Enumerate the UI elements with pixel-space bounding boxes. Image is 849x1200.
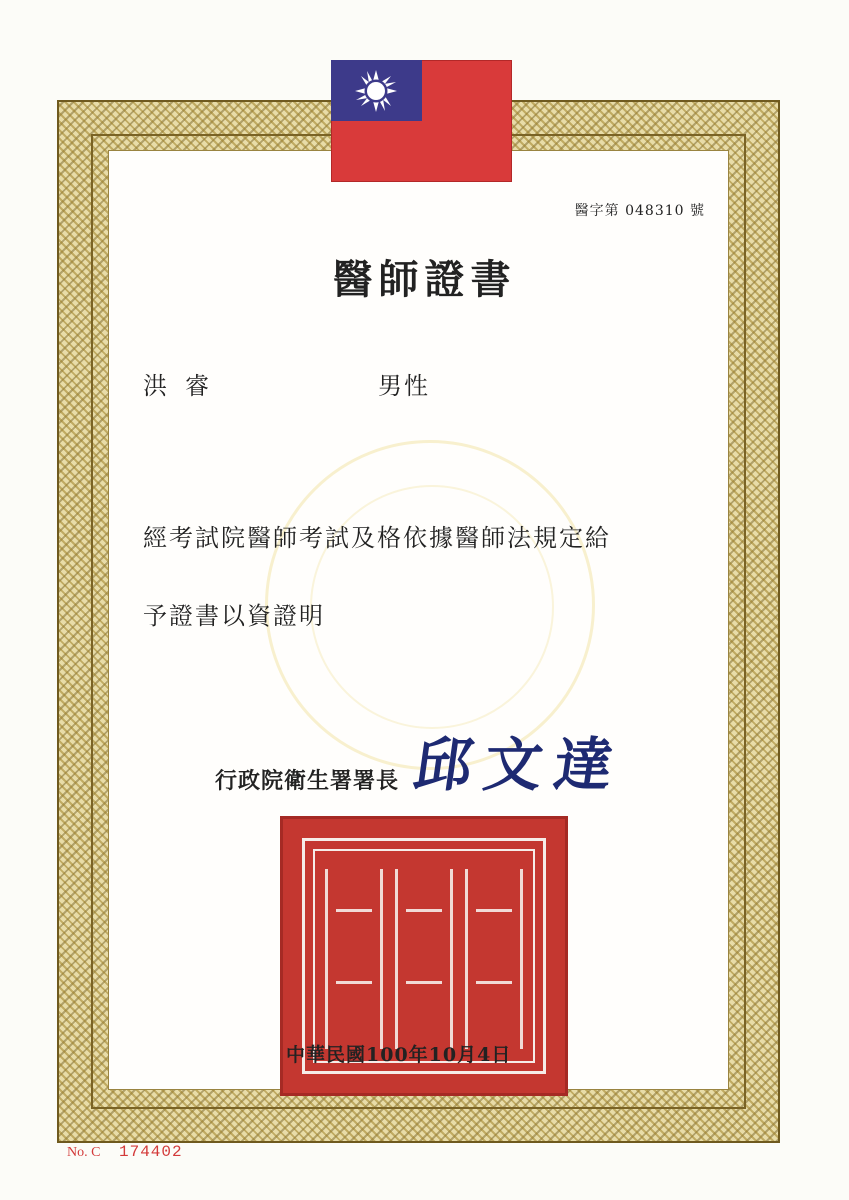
certificate-number: 醫字第 048310 號: [574, 203, 705, 219]
seal-glyph-column: [465, 869, 523, 1049]
white-sun-icon: [353, 68, 399, 114]
handwritten-signature: 邱文達: [409, 731, 630, 799]
certificate-body-line-1: 經考試院醫師考試及格依據醫師法規定給: [143, 524, 611, 552]
issue-date: 中華民國100年10月4日: [286, 1044, 512, 1066]
holder-name: 洪睿: [143, 372, 227, 400]
certificate-body-line-2: 予證書以資證明: [143, 602, 325, 630]
seal-glyph-column: [325, 869, 383, 1049]
serial-prefix: No. C: [67, 1145, 101, 1160]
national-flag-icon: [331, 60, 512, 182]
seal-inner-frame: [302, 838, 546, 1074]
seal-glyph-column: [395, 869, 453, 1049]
serial-number: 174402: [119, 1143, 183, 1161]
flag-canton: [331, 60, 422, 121]
signer-title: 行政院衛生署署長: [215, 768, 400, 794]
holder-sex: 男性: [378, 372, 430, 400]
certificate-title: 醫師證書: [332, 256, 517, 303]
